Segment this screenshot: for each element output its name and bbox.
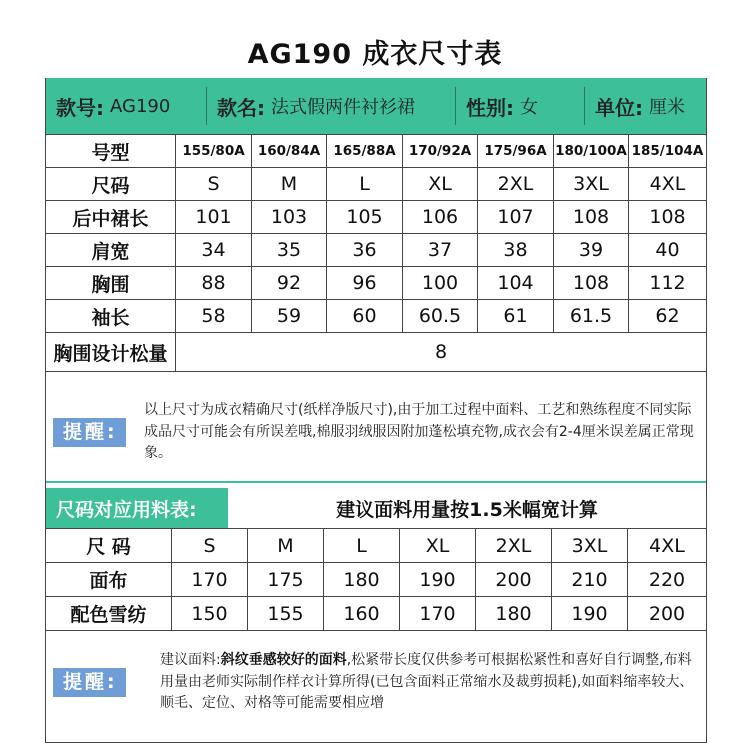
fabric-calc-note: 建议面料用量按1.5米幅宽计算 <box>336 498 598 521</box>
table-cell: L <box>327 168 403 201</box>
table-cell: 155/80A <box>176 135 252 168</box>
row-header: 面布 <box>46 563 172 597</box>
info-header-bar <box>46 78 706 134</box>
table-cell: 190 <box>552 597 628 631</box>
table-cell: 101 <box>176 201 252 234</box>
gender-cell <box>456 78 584 134</box>
table-cell: 4XL <box>629 168 707 201</box>
table-cell: 3XL <box>552 529 628 563</box>
table-cell: 2XL <box>478 168 554 201</box>
style-number-label: 款号: <box>56 95 104 120</box>
gender-value: 女 <box>520 97 538 118</box>
table-cell: 112 <box>629 267 707 300</box>
table-row <box>46 563 707 597</box>
reminder-badge: 提醒: <box>53 418 126 447</box>
size-table <box>45 134 707 372</box>
row-header: 肩宽 <box>46 234 176 267</box>
table-cell: 39 <box>554 234 629 267</box>
table-cell: 105 <box>327 201 403 234</box>
style-number-cell <box>46 78 206 134</box>
table-cell: 165/88A <box>327 135 403 168</box>
table-cell: 61 <box>478 300 554 333</box>
table-cell: 175/96A <box>478 135 554 168</box>
reminder-text: 以上尺寸为成衣精确尺寸(纸样净版尺寸),由于加工过程中面料、工艺和熟练程度不同实际成品尺寸可能会有所误差哦,棉服羽绒服因附加蓬松填充物,成衣会有2-4厘米误差属正常现象。 <box>144 402 694 461</box>
table-cell: 180/100A <box>554 135 629 168</box>
table-cell: 4XL <box>628 529 707 563</box>
style-name-label: 款名: <box>217 95 265 120</box>
ease-value-cell: 8 <box>176 333 707 372</box>
table-cell: 60.5 <box>403 300 478 333</box>
reminder-emphasis: 斜纹垂感较好的面料 <box>220 652 347 668</box>
page-title: AG190 成衣尺寸表 <box>247 39 503 70</box>
table-cell: 40 <box>629 234 707 267</box>
table-cell: 170 <box>400 597 476 631</box>
fabric-section-header <box>46 488 706 528</box>
table-cell: 107 <box>478 201 554 234</box>
table-row <box>46 333 707 372</box>
table-cell: 170/92A <box>403 135 478 168</box>
table-row <box>46 135 707 168</box>
table-row <box>46 234 707 267</box>
table-cell: S <box>176 168 252 201</box>
table-cell: 180 <box>324 563 400 597</box>
table-cell: XL <box>403 168 478 201</box>
style-name-cell <box>207 78 455 134</box>
section-divider <box>46 481 706 483</box>
table-cell: 38 <box>478 234 554 267</box>
row-header: 号型 <box>46 135 176 168</box>
table-cell: S <box>172 529 248 563</box>
table-cell: 190 <box>400 563 476 597</box>
table-cell: 160/84A <box>252 135 327 168</box>
table-cell: 170 <box>172 563 248 597</box>
table-cell: 106 <box>403 201 478 234</box>
table-cell: 2XL <box>476 529 552 563</box>
table-cell: L <box>324 529 400 563</box>
table-cell: 103 <box>252 201 327 234</box>
table-cell: XL <box>400 529 476 563</box>
style-number-value: AG190 <box>110 95 171 117</box>
fabric-table <box>45 528 707 631</box>
table-cell: 175 <box>248 563 324 597</box>
table-cell: 180 <box>476 597 552 631</box>
table-row <box>46 201 707 234</box>
table-cell: 200 <box>628 597 707 631</box>
gender-label: 性别: <box>466 95 514 120</box>
reminder-text <box>46 650 706 715</box>
table-cell: 34 <box>176 234 252 267</box>
table-row <box>46 267 707 300</box>
table-cell: 62 <box>629 300 707 333</box>
table-cell: 104 <box>478 267 554 300</box>
row-header: 尺码 <box>46 168 176 201</box>
unit-label: 单位: <box>595 95 643 120</box>
row-header: 后中裙长 <box>46 201 176 234</box>
table-cell: 155 <box>248 597 324 631</box>
table-cell: 88 <box>176 267 252 300</box>
reminder-body: ,松紧带长度仅供参考可根据松紧性和喜好自行调整,布料用量由老师实际制作样衣计算所得(已包含面料正常缩水及裁剪损耗),如面料缩率较大、顺毛、定位、对格等可能需要相应增 <box>160 652 694 711</box>
table-cell: 59 <box>252 300 327 333</box>
table-cell: 100 <box>403 267 478 300</box>
table-cell: M <box>248 529 324 563</box>
table-cell: 58 <box>176 300 252 333</box>
table-cell: 37 <box>403 234 478 267</box>
reminder-prefix: 建议面料: <box>160 652 221 668</box>
table-row <box>46 300 707 333</box>
unit-cell <box>585 78 705 134</box>
row-header: 胸围设计松量 <box>46 333 176 372</box>
row-header: 尺 码 <box>46 529 172 563</box>
table-cell: 108 <box>554 201 629 234</box>
reminder-badge: 提醒: <box>53 668 126 697</box>
table-cell: 108 <box>629 201 707 234</box>
table-cell: 3XL <box>554 168 629 201</box>
table-cell: 185/104A <box>629 135 707 168</box>
table-cell: 220 <box>628 563 707 597</box>
table-cell: 92 <box>252 267 327 300</box>
table-cell: 96 <box>327 267 403 300</box>
style-name-value: 法式假两件衬衫裙 <box>271 97 415 118</box>
row-header: 胸围 <box>46 267 176 300</box>
table-cell: 61.5 <box>554 300 629 333</box>
table-cell: 160 <box>324 597 400 631</box>
table-cell: 35 <box>252 234 327 267</box>
table-cell: 150 <box>172 597 248 631</box>
unit-value: 厘米 <box>649 97 685 118</box>
table-cell: 36 <box>327 234 403 267</box>
table-cell: 210 <box>552 563 628 597</box>
row-header: 袖长 <box>46 300 176 333</box>
row-header: 配色雪纺 <box>46 597 172 631</box>
table-cell: M <box>252 168 327 201</box>
table-row <box>46 529 707 563</box>
table-cell: 60 <box>327 300 403 333</box>
table-cell: 200 <box>476 563 552 597</box>
fabric-section-tag: 尺码对应用料表: <box>46 488 228 528</box>
size-chart-sheet <box>45 78 707 743</box>
table-cell: 108 <box>554 267 629 300</box>
table-row <box>46 168 707 201</box>
table-row <box>46 597 707 631</box>
